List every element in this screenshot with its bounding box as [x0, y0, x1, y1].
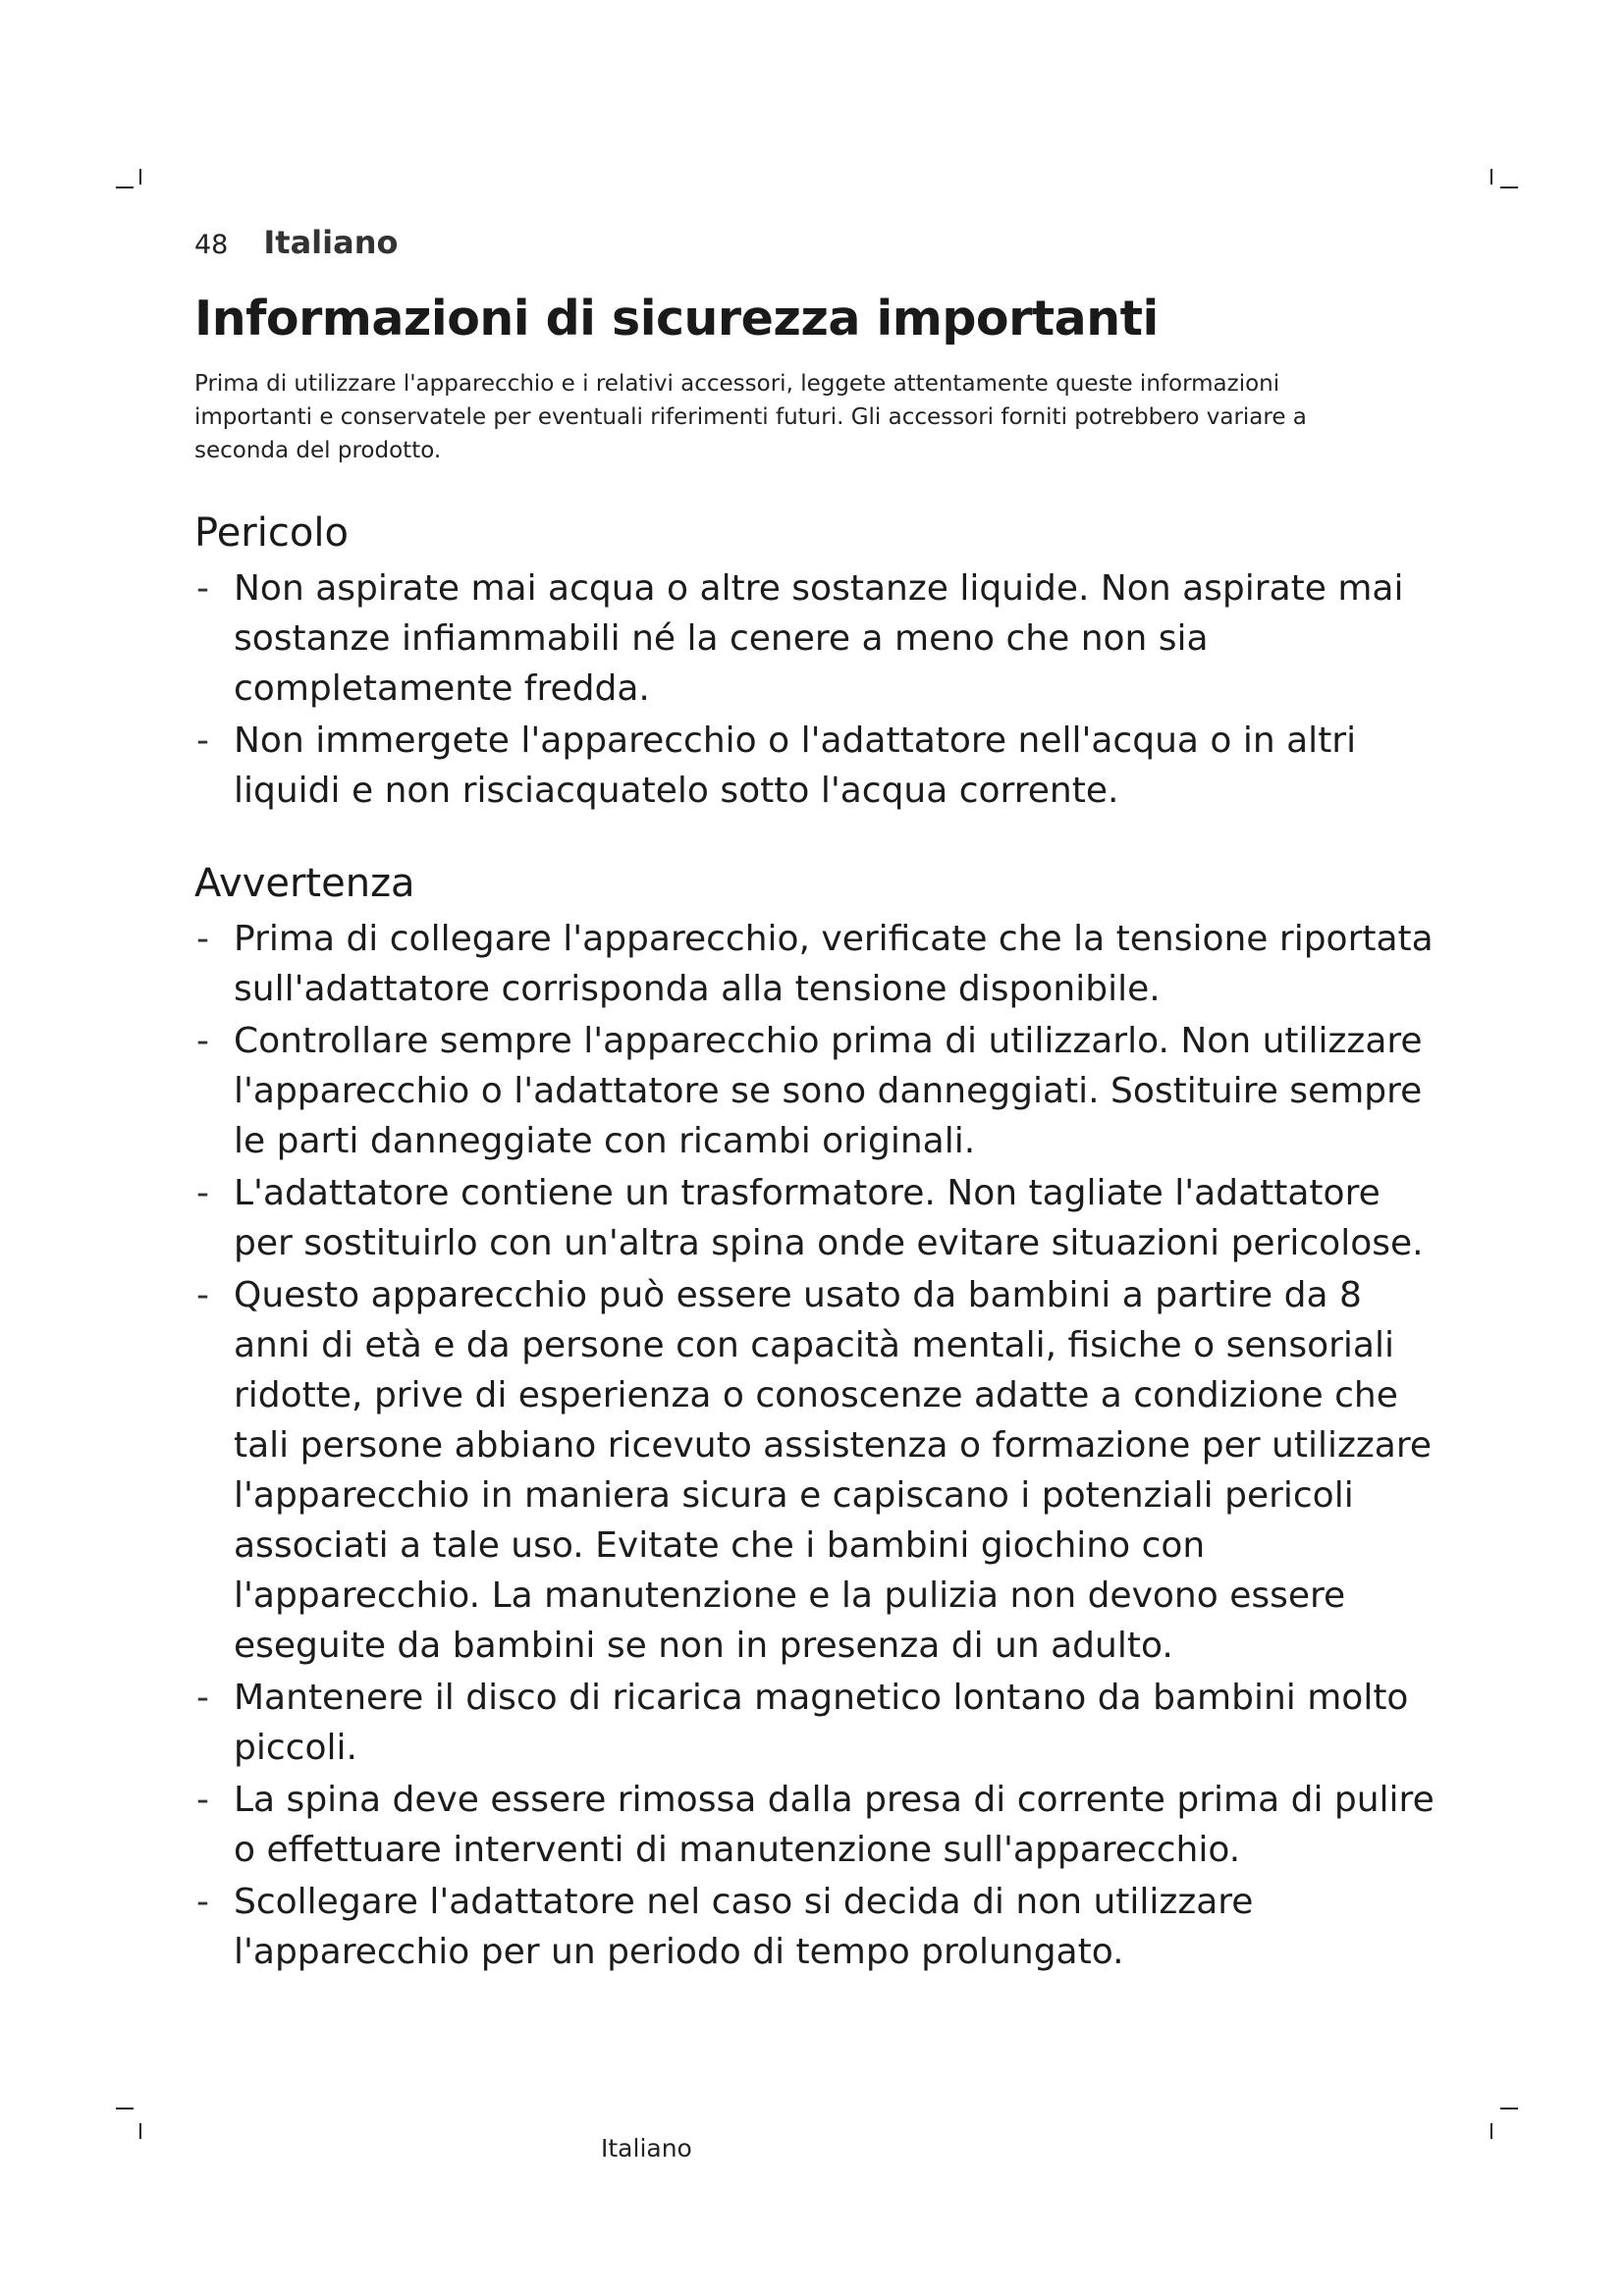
list-item: - Questo apparecchio può essere usato da bambini a partire da 8 anni di età e da persone con capacità mentali, fisiche o sensoriali ridotte, prive di esperienza o conoscenze adatte a condizione che tali persone abbiano ricevuto assistenza o formazione per utilizzare l'apparecchio in maniera sicura e capiscano i potenziali pericoli associati a tale uso. Evitate che i bambini giochino con l'apparecchio. La manutenzione e la pulizia non devono essere eseguite da bambini se non in presenza di un adulto. [194, 1270, 1441, 1671]
list-item: - La spina deve essere rimossa dalla presa di corrente prima di pulire o effettuare interventi di manutenzione sull'apparecchio. [194, 1775, 1441, 1875]
crop-mark [139, 2123, 141, 2139]
danger-list [194, 563, 1441, 816]
crop-mark [1490, 2123, 1492, 2139]
danger-section [194, 508, 1441, 816]
warning-list [194, 914, 1441, 1977]
crop-mark [1500, 2108, 1518, 2109]
warning-heading: Avvertenza [194, 861, 415, 906]
bullet-dash: - [196, 1021, 209, 1061]
list-item: - L'adattatore contiene un trasformatore. Non tagliate l'adattatore per sostituirlo con un'altra spina onde evitare situazioni pericolose. [194, 1168, 1441, 1268]
bullet-dash: - [196, 721, 209, 761]
bullet-dash: - [196, 1882, 209, 1922]
page-number: 48 [194, 230, 229, 260]
list-item: - Non aspirate mai acqua o altre sostanze liquide. Non aspirate mai sostanze infiammabili né la cenere a meno che non sia completamente fredda. [194, 563, 1441, 714]
bullet-dash: - [196, 1780, 209, 1820]
bullet-dash: - [196, 1173, 209, 1213]
crop-mark [1490, 169, 1492, 185]
crop-mark [116, 187, 134, 188]
bullet-dash: - [196, 568, 209, 609]
bullet-dash: - [196, 1275, 209, 1315]
crop-mark [139, 169, 141, 185]
header-language: Italiano [263, 224, 399, 261]
crop-mark [1500, 187, 1518, 188]
running-footer: Italiano [601, 2134, 692, 2163]
warning-section [194, 859, 1441, 1977]
bullet-dash: - [196, 919, 209, 959]
list-item: - Non immergete l'apparecchio o l'adattatore nell'acqua o in altri liquidi e non risciacquatelo sotto l'acqua corrente. [194, 716, 1441, 816]
list-item: - Mantenere il disco di ricarica magnetico lontano da bambini molto piccoli. [194, 1673, 1441, 1773]
crop-mark [116, 2108, 134, 2109]
danger-heading: Pericolo [194, 510, 349, 556]
intro-paragraph: Prima di utilizzare l'apparecchio e i relativi accessori, leggete attentamente queste informazioni importanti e conservatele per eventuali riferimenti futuri. Gli accessori forniti potrebbero variare a seconda del prodotto. [194, 371, 1307, 463]
list-item: - Scollegare l'adattatore nel caso si decida di non utilizzare l'apparecchio per un periodo di tempo prolungato. [194, 1877, 1441, 1977]
main-content [194, 289, 1441, 1979]
running-header [194, 224, 398, 261]
page-title: Informazioni di sicurezza importanti [194, 291, 1159, 347]
bullet-dash: - [196, 1678, 209, 1718]
list-item: - Controllare sempre l'apparecchio prima di utilizzarlo. Non utilizzare l'apparecchio o l'adattatore se sono danneggiati. Sostituire sempre le parti danneggiate con ricambi originali. [194, 1016, 1441, 1166]
list-item: - Prima di collegare l'apparecchio, verificate che la tensione riportata sull'adattatore corrisponda alla tensione disponibile. [194, 914, 1441, 1014]
